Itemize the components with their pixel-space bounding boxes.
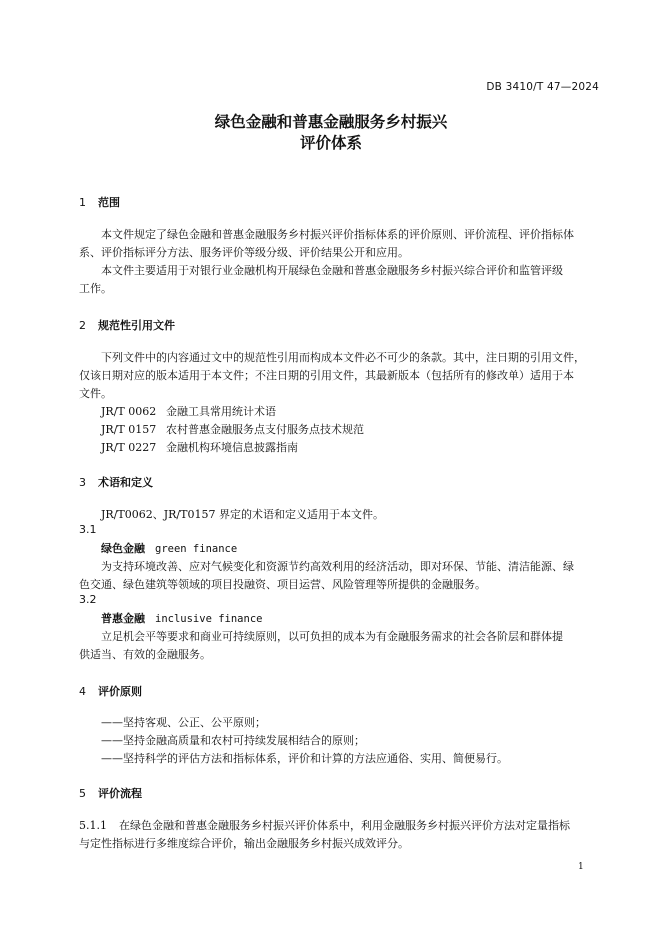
term-number: 3.1 <box>79 523 97 536</box>
document-title-line1: 绿色金融和普惠金融服务乡村振兴 <box>214 113 448 131</box>
section-title: 术语和定义 <box>98 476 153 489</box>
term-definition-cont <box>79 646 599 664</box>
section-1-para-2-cont <box>79 280 599 298</box>
section-number: 4 <box>79 685 86 698</box>
term-heading <box>101 540 237 556</box>
text-line: 供适当、有效的金融服务。 <box>79 648 211 661</box>
section-1-para-1 <box>79 226 599 244</box>
list-item: ——坚持客观、公正、公平原则； <box>101 716 266 729</box>
document-code: DB 3410/T 47—2024 <box>486 81 599 93</box>
clause-5-1-1-cont <box>79 835 599 853</box>
term-heading <box>101 610 262 626</box>
term-definition <box>79 558 599 576</box>
term-number: 3.2 <box>79 593 97 606</box>
reference-title: 农村普惠金融服务点支付服务点技术规范 <box>166 423 364 436</box>
text-line: 立足机会平等要求和商业可持续原则，以可负担的成本为有金融服务需求的社会各阶层和群体提 <box>101 630 563 643</box>
text-line: 在绿色金融和普惠金融服务乡村振兴评价体系中，利用金融服务乡村振兴评价方法对定量指标 <box>119 819 570 832</box>
term-definition <box>79 628 599 646</box>
section-number: 2 <box>79 319 86 332</box>
text-line: 工作。 <box>79 282 112 295</box>
term-chinese: 绿色金融 <box>101 542 145 555</box>
clause-number: 5.1.1 <box>79 819 107 832</box>
text-line: 本文件主要适用于对银行业金融机构开展绿色金融和普惠金融服务乡村振兴综合评价和监管评级 <box>101 264 563 277</box>
section-number: 3 <box>79 476 86 489</box>
term-english: inclusive finance <box>155 613 263 625</box>
reference-code: JR/T 0227 <box>101 441 157 454</box>
page-number: 1 <box>578 862 584 872</box>
section-2-para-cont-1 <box>79 367 599 385</box>
section-4-heading <box>79 683 142 699</box>
reference-item <box>101 421 364 437</box>
section-3-intro <box>79 506 599 524</box>
text-line: 与定性指标进行多维度综合评价，输出金融服务乡村振兴成效评分。 <box>79 837 409 850</box>
section-title: 评价流程 <box>98 787 142 800</box>
section-1-heading <box>79 194 120 210</box>
section-2-para-cont-2 <box>79 385 599 403</box>
reference-item <box>101 403 276 419</box>
list-item: ——坚持科学的评估方法和指标体系，评价和计算的方法应通俗、实用、简便易行。 <box>101 752 508 765</box>
text-line: 系、评价指标评分方法、服务评价等级分级、评价结果公开和应用。 <box>79 246 409 259</box>
list-item: ——坚持金融高质量和农村可持续发展相结合的原则； <box>101 734 365 747</box>
section-3-heading <box>79 474 153 490</box>
text-line: 下列文件中的内容通过文中的规范性引用而构成本文件必不可少的条款。其中，注日期的引用文件， <box>101 351 585 364</box>
text-line: 为支持环境改善、应对气候变化和资源节约高效利用的经济活动，即对环保、节能、清洁能源、绿 <box>101 560 574 573</box>
section-2-heading <box>79 317 175 333</box>
section-number: 1 <box>79 196 86 209</box>
reference-code: JR/T 0062 <box>101 405 157 418</box>
section-title: 规范性引用文件 <box>98 319 175 332</box>
text-line: JR/T0062、JR/T0157 界定的术语和定义适用于本文件。 <box>101 508 384 521</box>
section-5-heading <box>79 785 142 801</box>
text-line: 仅该日期对应的版本适用于本文件；不注日期的引用文件，其最新版本（包括所有的修改单）适用于本 <box>79 369 574 382</box>
section-2-para <box>79 349 599 367</box>
reference-title: 金融工具常用统计术语 <box>166 405 276 418</box>
term-english: green finance <box>155 543 238 555</box>
reference-item <box>101 439 298 455</box>
section-number: 5 <box>79 787 86 800</box>
section-title: 范围 <box>98 196 120 209</box>
text-line: 色交通、绿色建筑等领域的项目投融资、项目运营、风险管理等所提供的金融服务。 <box>79 578 486 591</box>
text-line: 本文件规定了绿色金融和普惠金融服务乡村振兴评价指标体系的评价原则、评价流程、评价指标体 <box>101 228 574 241</box>
reference-title: 金融机构环境信息披露指南 <box>166 441 298 454</box>
section-title: 评价原则 <box>98 685 142 698</box>
clause-5-1-1 <box>79 817 599 835</box>
section-1-para-2 <box>79 262 599 280</box>
reference-code: JR/T 0157 <box>101 423 157 436</box>
term-definition-cont <box>79 576 599 594</box>
section-1-para-1-cont <box>79 244 599 262</box>
document-title-line2: 评价体系 <box>299 134 362 152</box>
term-chinese: 普惠金融 <box>101 612 145 625</box>
text-line: 文件。 <box>79 387 112 400</box>
